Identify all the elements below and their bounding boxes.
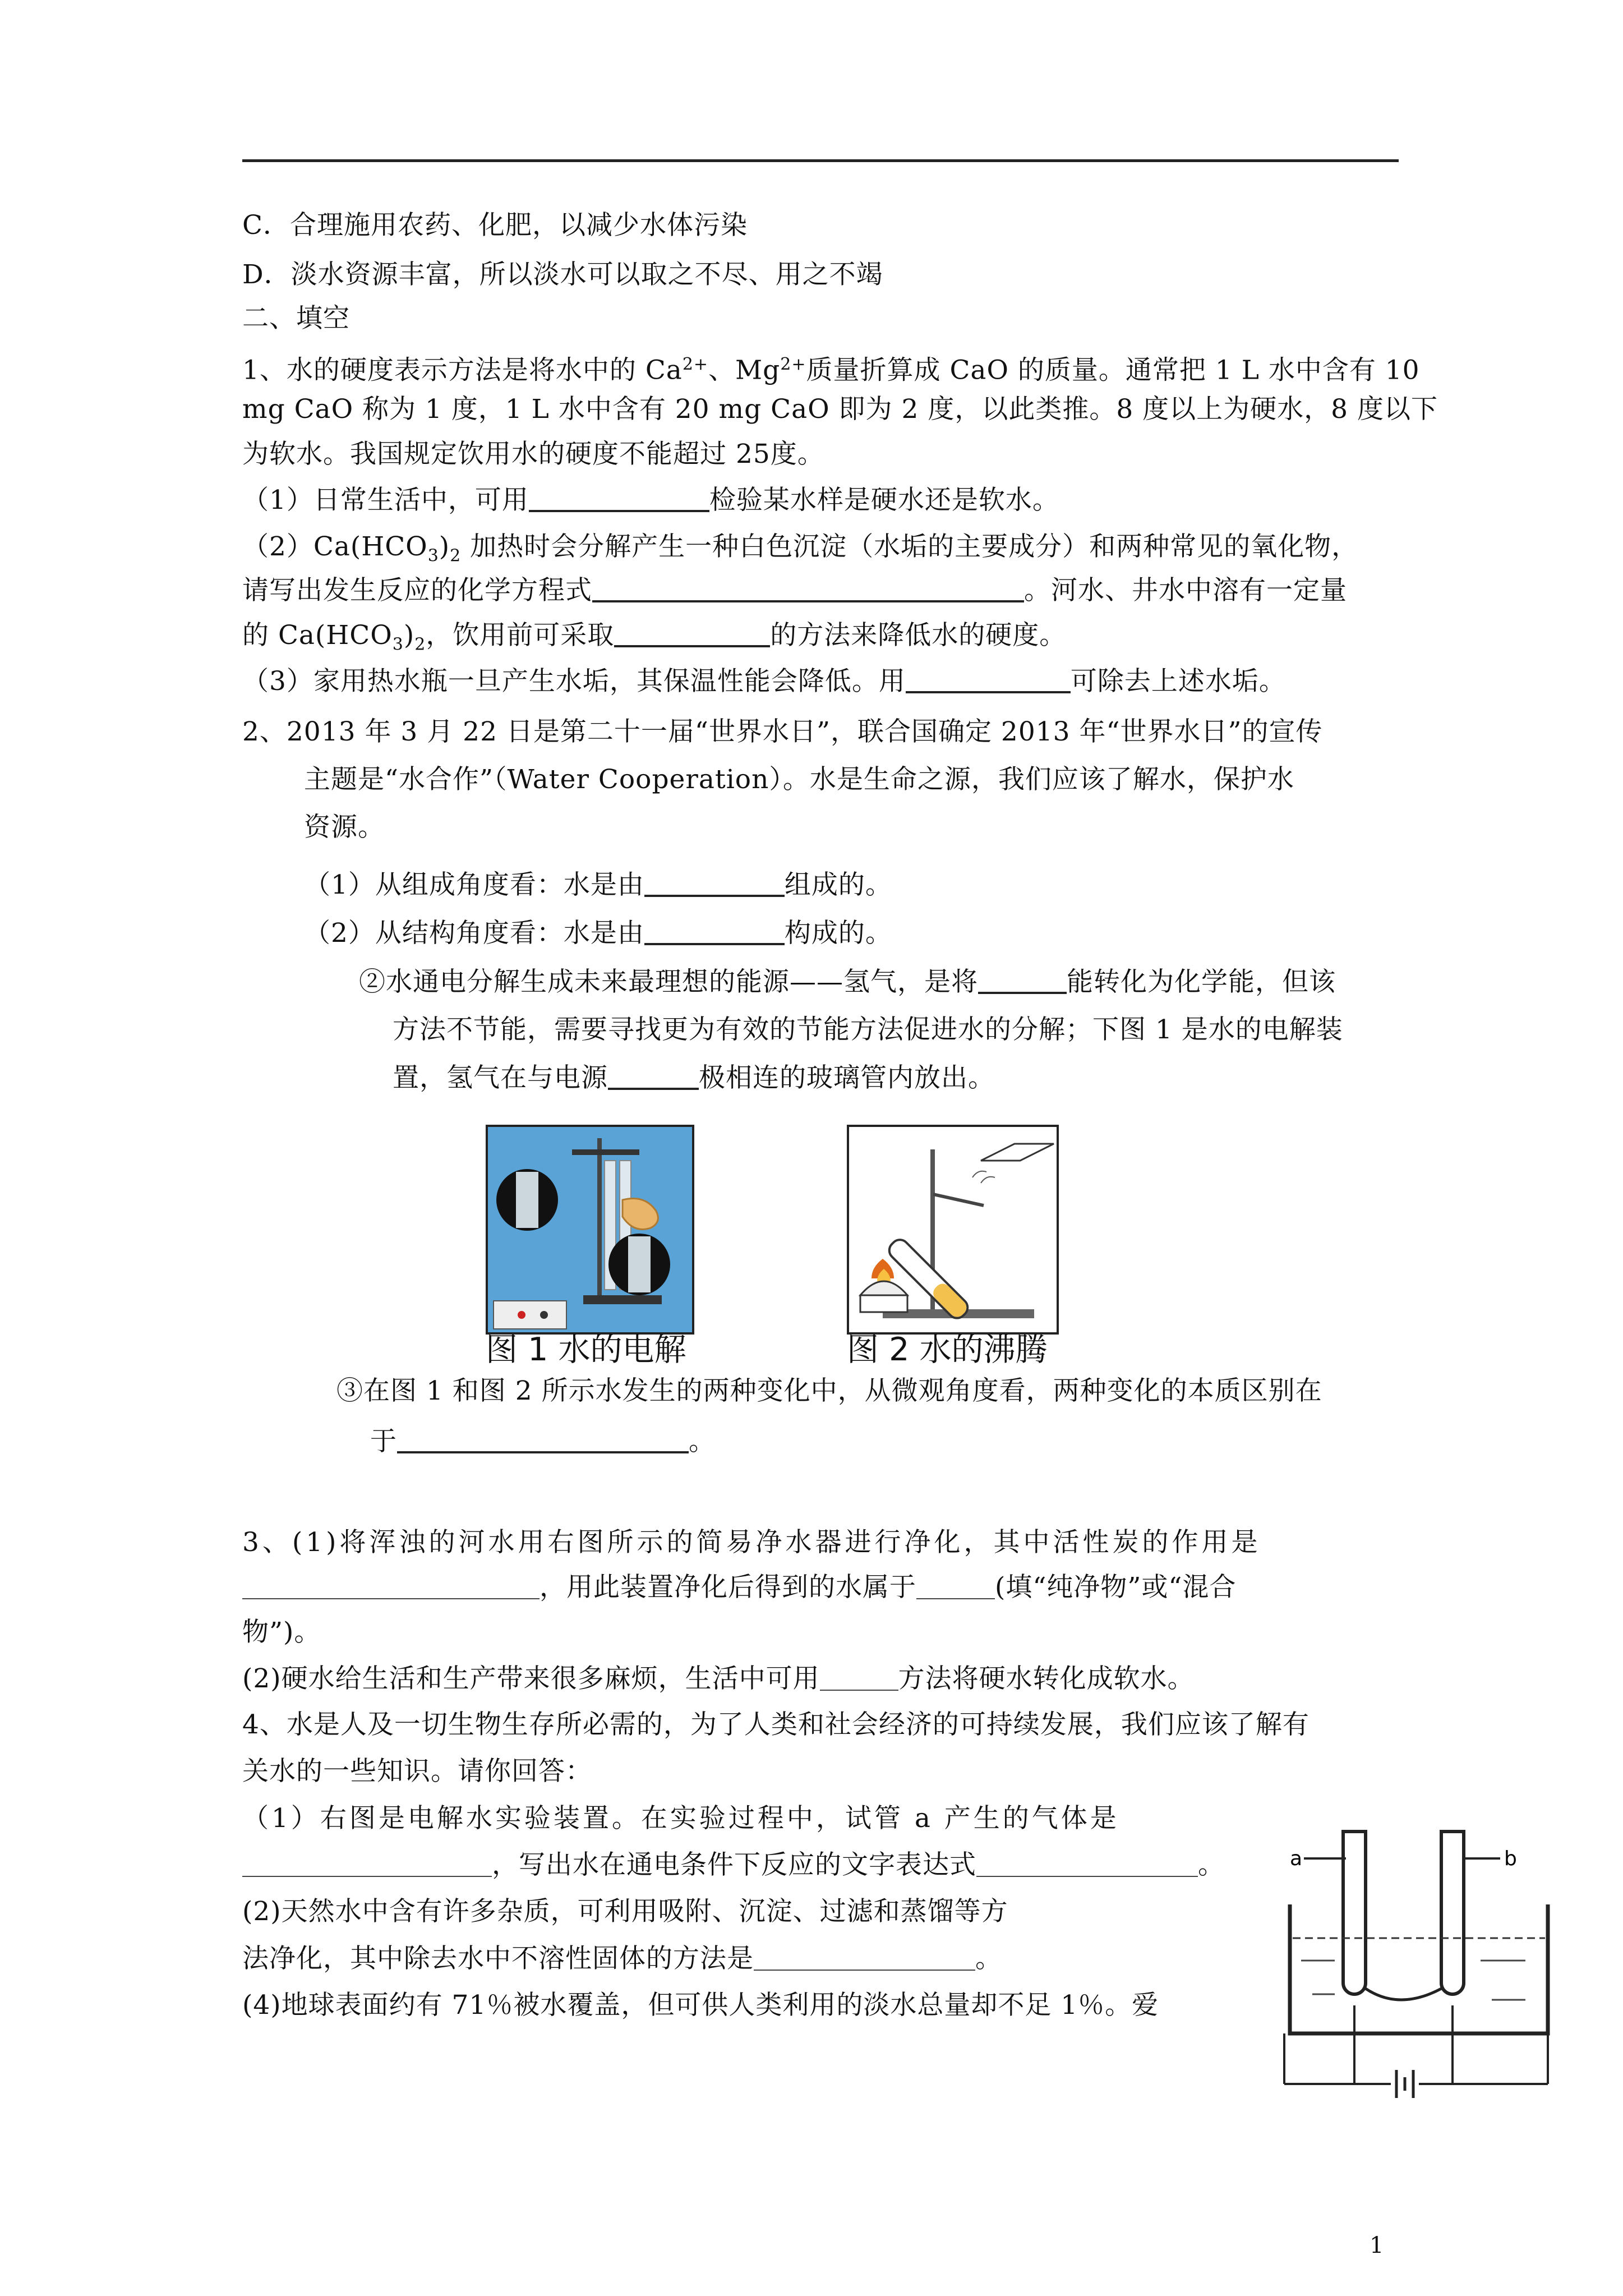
q2-line3: 资源。 (304, 812, 385, 843)
q1-part3: （3）家用热水瓶一旦产生水垢，其保温性能会降低。用 可除去上述水垢。 (242, 666, 1286, 697)
answer-blank[interactable] (916, 1573, 995, 1599)
answer-blank[interactable] (529, 485, 709, 512)
q2-sub1: （1）从组成角度看：水是由 组成的。 (304, 869, 892, 900)
answer-blank[interactable] (608, 1063, 699, 1090)
q4-part1-line2: ，写出水在通电条件下反应的文字表达式 。 (242, 1848, 1225, 1882)
answer-blank[interactable] (906, 666, 1071, 693)
q4-line2: 关水的一些知识。请你回答： (242, 1756, 592, 1787)
q1-part2-line1: $(2)Ca(HCO_3)_2$ 加热时会分解产生一种白色沉淀（水垢的主要成分）和两种常见的氧化物， (242, 531, 1359, 566)
answer-blank[interactable] (976, 1851, 1198, 1877)
q2-sub4-line2: 于 。 (370, 1426, 716, 1457)
answer-blank[interactable] (242, 1851, 492, 1877)
q3-line1: 3、(1)将浑浊的河水用右图所示的简易净水器进行净化，其中活性炭的作用是 (242, 1527, 1261, 1558)
q2-sub3-line3: 置，氢气在与电源 极相连的玻璃管内放出。 (393, 1062, 995, 1093)
figure2-caption: 图 2 水的沸腾 (847, 1331, 1048, 1368)
q3-line4: (2)硬水给生活和生产带来很多麻烦，生活中可用 方法将硬水转化成软水。 (242, 1663, 1195, 1694)
q4-line1: 4、水是人及一切生物生存所必需的，为了人类和社会经济的可持续发展，我们应该了解有 (242, 1709, 1310, 1740)
q2-line2: 主题是“水合作”（Water Cooperation）。水是生命之源，我们应该了解水，保护水 (304, 764, 1294, 795)
answer-blank[interactable] (978, 967, 1067, 994)
q3-line2: ，用此装置净化后得到的水属于 (填“纯净物”或“混合 (242, 1571, 1236, 1604)
q1-part1: （1）日常生活中，可用 检验某水样是硬水还是软水。 (242, 485, 1059, 516)
answer-blank[interactable] (614, 620, 770, 647)
answer-blank[interactable] (397, 1427, 689, 1453)
answer-blank[interactable] (754, 1945, 975, 1971)
page-number: 1 (1370, 2233, 1384, 2258)
answer-blank[interactable] (820, 1665, 898, 1691)
q4-part2-line1: (2)天然水中含有许多杂质，可利用吸附、沉淀、过滤和蒸馏等方 (242, 1896, 1008, 1927)
q2-sub3-line2: 方法不节能，需要寻找更为有效的节能方法促进水的分解；下图 1 是水的电解装 (393, 1014, 1343, 1045)
q2-line1: 2、2013 年 3 月 22 日是第二十一届“世界水日”，联合国确定 2013 年“世界水日”的宣传 (242, 716, 1323, 747)
q4-part1-line1: （1）右图是电解水实验装置。在实验过程中，试管 a 产生的气体是 (242, 1803, 1119, 1834)
figure1-caption: 图 1 水的电解 (486, 1331, 686, 1368)
q2-sub3-line1: ②水通电分解生成未来最理想的能源——氢气，是将 能转化为化学能，但该 (359, 967, 1336, 997)
q1-part2-line3: 的 $Ca(HCO_3)_2$，饮用前可采取 的方法来降低水的硬度。 (242, 620, 1067, 655)
electrolysis-apparatus-figure (1279, 1820, 1559, 2112)
label-a: a (1290, 1847, 1303, 1870)
answer-blank[interactable] (592, 576, 1024, 602)
answer-blank[interactable] (242, 1573, 540, 1599)
q1-line1: 1、水的硬度表示方法是将水中的 $Ca^{2+}$、$Mg^{2+}$质量折算成 CaO 的质量。通常把 1 L 水中含有 10 (242, 355, 1420, 386)
label-b: b (1504, 1847, 1517, 1870)
q4-part2-line2: 法净化，其中除去水中不溶性固体的方法是 。 (242, 1943, 1002, 1974)
q2-sub4-line1: ③在图 1 和图 2 所示水发生的两种变化中，从微观角度看，两种变化的本质区别在 (336, 1375, 1322, 1406)
option-d: D．淡水资源丰富，所以淡水可以取之不尽、用之不竭 (242, 259, 883, 290)
header-rule (242, 159, 1399, 162)
answer-blank[interactable] (644, 918, 785, 945)
q4-part4: (4)地球表面约有 71％被水覆盖，但可供人类利用的淡水总量却不足 1％。爱 (242, 1990, 1159, 2021)
figure-boiling (847, 1125, 1059, 1335)
electrolysis-illustration (488, 1127, 692, 1332)
q1-line3: 为软水。我国规定饮用水的硬度不能超过 25度。 (242, 439, 824, 470)
q1-part2-line2: 请写出发生反应的化学方程式 。河水、井水中溶有一定量 (242, 575, 1347, 606)
apparatus-illustration (1279, 1820, 1559, 2112)
figure-electrolysis (486, 1125, 694, 1335)
section-title: 二、填空 (242, 303, 350, 334)
option-c: C．合理施用农药、化肥，以减少水体污染 (242, 210, 748, 241)
q2-sub2: （2）从结构角度看：水是由 构成的。 (304, 918, 892, 949)
q3-line3: 物”)。 (242, 1617, 321, 1648)
q1-line2: mg CaO 称为 1 度，1 L 水中含有 20 mg CaO 即为 2 度，以此类推。8 度以上为硬水，8 度以下 (242, 394, 1438, 425)
boiling-illustration (849, 1127, 1057, 1332)
answer-blank[interactable] (644, 870, 785, 897)
